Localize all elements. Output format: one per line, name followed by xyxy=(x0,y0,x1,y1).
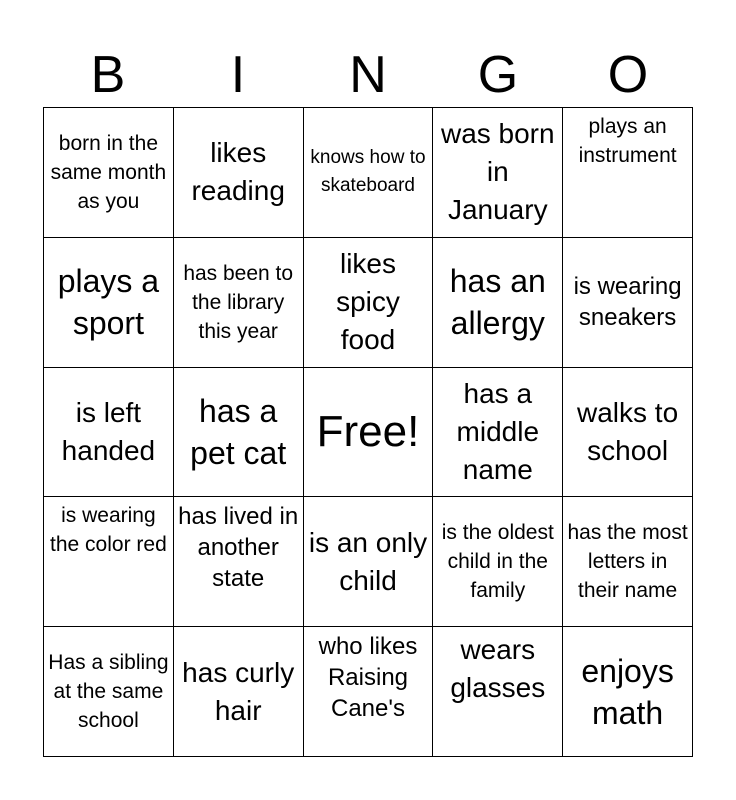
cell-text: has an allergy xyxy=(449,263,546,342)
bingo-cell[interactable] xyxy=(174,368,304,498)
header-letter-n: N xyxy=(349,46,387,104)
cell-text: has curly hair xyxy=(182,656,295,726)
cell-text: was born in January xyxy=(440,118,555,226)
cell-text: has a pet cat xyxy=(190,392,287,471)
cell-text: who likes Raising Cane's xyxy=(318,633,418,723)
cell-text: Has a sibling at the same school xyxy=(48,651,169,733)
bingo-cell[interactable] xyxy=(563,368,693,498)
bingo-cell[interactable] xyxy=(44,497,174,627)
bingo-cell[interactable] xyxy=(174,108,304,238)
bingo-cell[interactable] xyxy=(44,368,174,498)
bingo-cell[interactable] xyxy=(433,368,563,498)
header-letter-i: I xyxy=(230,46,246,104)
bingo-cell[interactable] xyxy=(433,238,563,368)
bingo-cell[interactable] xyxy=(433,497,563,627)
bingo-cell[interactable] xyxy=(563,108,693,238)
cell-text: is wearing the color red xyxy=(50,504,167,557)
bingo-cell[interactable] xyxy=(44,627,174,757)
cell-text: likes reading xyxy=(191,137,285,207)
cell-text: born in the same month as you xyxy=(50,131,167,213)
cell-text: enjoys math xyxy=(581,652,674,731)
header-letter-g: G xyxy=(477,46,519,104)
header-letter-o: O xyxy=(607,46,649,104)
cell-text: walks to school xyxy=(577,396,679,466)
cell-text: plays a sport xyxy=(57,263,160,342)
bingo-cell[interactable] xyxy=(304,497,434,627)
cell-text: is an only child xyxy=(308,526,428,596)
cell-text: knows how to skateboard xyxy=(310,147,426,197)
bingo-cell[interactable] xyxy=(174,627,304,757)
cell-text: is left handed xyxy=(61,396,156,466)
bingo-cell[interactable] xyxy=(174,238,304,368)
cell-text: has lived in another state xyxy=(178,503,299,593)
bingo-cell[interactable] xyxy=(433,627,563,757)
bingo-cell[interactable] xyxy=(563,238,693,368)
cell-text: likes spicy food xyxy=(336,248,400,356)
cell-text: wears glasses xyxy=(450,634,546,704)
free-space-text: Free! xyxy=(316,406,420,456)
bingo-cell[interactable] xyxy=(304,238,434,368)
bingo-cell[interactable] xyxy=(44,238,174,368)
bingo-cell[interactable] xyxy=(563,497,693,627)
bingo-cell[interactable] xyxy=(304,108,434,238)
bingo-cell[interactable] xyxy=(563,627,693,757)
bingo-cell[interactable] xyxy=(433,108,563,238)
bingo-cell[interactable] xyxy=(174,497,304,627)
cell-text: has a middle name xyxy=(456,377,540,485)
bingo-cell[interactable] xyxy=(304,627,434,757)
cell-text: is wearing sneakers xyxy=(573,273,682,332)
cell-text: has the most letters in their name xyxy=(567,521,688,603)
bingo-card-grid xyxy=(43,107,693,757)
bingo-cell[interactable] xyxy=(44,108,174,238)
cell-text: is the oldest child in the family xyxy=(441,521,554,603)
free-space-cell[interactable] xyxy=(304,368,434,498)
header-letter-b: B xyxy=(90,46,126,104)
cell-text: plays an instrument xyxy=(578,115,677,167)
bingo-header xyxy=(43,42,693,108)
cell-text: has been to the library this year xyxy=(183,261,294,343)
